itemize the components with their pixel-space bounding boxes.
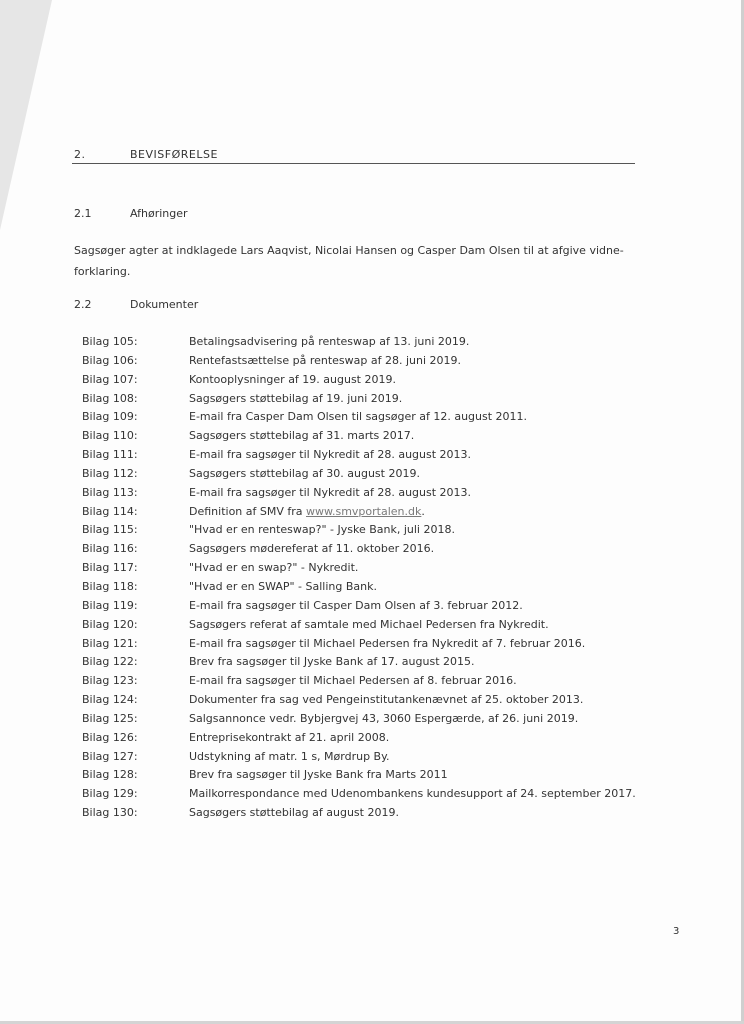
exhibit-label: Bilag 116: xyxy=(82,542,138,556)
exhibit-row xyxy=(82,523,662,542)
exhibit-description: Mailkorrespondance med Udenombankens kundesupport af 24. september 2017. xyxy=(189,787,636,801)
exhibit-description: E-mail fra sagsøger til Michael Pedersen fra Nykredit af 7. februar 2016. xyxy=(189,636,586,650)
exhibit-row xyxy=(82,335,662,354)
exhibit-label: Bilag 114: xyxy=(82,504,138,518)
exhibit-description: Sagsøgers referat af samtale med Michael Pedersen fra Nykredit. xyxy=(189,617,549,631)
exhibit-label: Bilag 111: xyxy=(82,448,138,462)
exhibit-row xyxy=(82,787,662,806)
exhibit-row xyxy=(82,637,662,656)
page-number: 3 xyxy=(673,926,680,937)
exhibit-row xyxy=(82,354,662,373)
exhibit-description: Dokumenter fra sag ved Pengeinstitutankenævnet af 25. oktober 2013. xyxy=(189,693,584,707)
exhibit-row xyxy=(82,750,662,769)
exhibit-label: Bilag 122: xyxy=(82,655,138,669)
exhibit-label: Bilag 117: xyxy=(82,561,138,575)
subsection-number: 2.2 xyxy=(74,298,92,311)
exhibit-row xyxy=(82,542,662,561)
exhibit-row xyxy=(82,467,662,486)
exhibit-label: Bilag 109: xyxy=(82,410,138,424)
exhibit-row xyxy=(82,392,662,411)
exhibit-label: Bilag 124: xyxy=(82,693,138,707)
exhibit-description: Sagsøgers støttebilag af 31. marts 2017. xyxy=(189,429,415,443)
exhibit-description: E-mail fra sagsøger til Michael Pedersen af 8. februar 2016. xyxy=(189,674,517,688)
heading-rule xyxy=(72,163,635,164)
exhibit-row xyxy=(82,618,662,637)
exhibit-row xyxy=(82,580,662,599)
witness-paragraph: Sagsøger agter at indklagede Lars Aaqvist, Nicolai Hansen og Casper Dam Olsen til at afgive vidne-forklaring. xyxy=(74,244,624,278)
exhibit-label: Bilag 113: xyxy=(82,485,138,499)
exhibit-row xyxy=(82,731,662,750)
section-heading xyxy=(74,148,218,161)
exhibit-description: Sagsøgers mødereferat af 11. oktober 2016. xyxy=(189,542,435,556)
exhibit-link[interactable]: www.smvportalen.dk xyxy=(306,504,422,518)
exhibit-description: Sagsøgers støttebilag af 19. juni 2019. xyxy=(189,391,403,405)
exhibit-label: Bilag 110: xyxy=(82,429,138,443)
exhibit-description: Kontooplysninger af 19. august 2019. xyxy=(189,372,396,386)
exhibit-label: Bilag 127: xyxy=(82,749,138,763)
exhibit-description: E-mail fra Casper Dam Olsen til sagsøger af 12. august 2011. xyxy=(189,410,528,424)
exhibit-label: Bilag 108: xyxy=(82,391,138,405)
exhibit-description: Salgsannonce vedr. Bybjergvej 43, 3060 Espergærde, af 26. juni 2019. xyxy=(189,711,579,725)
exhibit-label: Bilag 120: xyxy=(82,617,138,631)
exhibit-description: Sagsøgers støttebilag af 30. august 2019. xyxy=(189,466,420,480)
exhibit-row xyxy=(82,599,662,618)
exhibit-row xyxy=(82,448,662,467)
exhibit-description: Brev fra sagsøger til Jyske Bank af 17. august 2015. xyxy=(189,655,475,669)
exhibit-description: "Hvad er en renteswap?" - Jyske Bank, juli 2018. xyxy=(189,523,455,537)
exhibit-description: Definition af SMV fra xyxy=(189,504,306,518)
exhibit-description-end: . xyxy=(421,504,425,518)
exhibit-label: Bilag 125: xyxy=(82,711,138,725)
exhibit-label: Bilag 106: xyxy=(82,353,138,367)
exhibit-list xyxy=(82,335,662,825)
exhibit-description: "Hvad er en SWAP" - Salling Bank. xyxy=(189,579,377,593)
exhibit-description: "Hvad er en swap?" - Nykredit. xyxy=(189,561,359,575)
exhibit-description: E-mail fra sagsøger til Casper Dam Olsen af 3. februar 2012. xyxy=(189,598,523,612)
exhibit-description: Brev fra sagsøger til Jyske Bank fra Marts 2011 xyxy=(189,768,448,782)
exhibit-label: Bilag 130: xyxy=(82,806,138,820)
subsection-number: 2.1 xyxy=(74,207,92,220)
exhibit-row xyxy=(82,768,662,787)
subsection-heading-documents xyxy=(74,298,198,311)
exhibit-row xyxy=(82,712,662,731)
exhibit-row xyxy=(82,373,662,392)
exhibit-row xyxy=(82,693,662,712)
exhibit-description: E-mail fra sagsøger til Nykredit af 28. august 2013. xyxy=(189,448,472,462)
exhibit-description: Udstykning af matr. 1 s, Mørdrup By. xyxy=(189,749,390,763)
exhibit-label: Bilag 112: xyxy=(82,466,138,480)
subsection-heading-witnesses xyxy=(74,207,188,220)
subsection-title: Dokumenter xyxy=(130,298,199,311)
exhibit-label: Bilag 128: xyxy=(82,768,138,782)
exhibit-label: Bilag 121: xyxy=(82,636,138,650)
exhibit-label: Bilag 107: xyxy=(82,372,138,386)
exhibit-label: Bilag 129: xyxy=(82,787,138,801)
exhibit-label: Bilag 105: xyxy=(82,335,138,348)
exhibit-description: Entreprisekontrakt af 21. april 2008. xyxy=(189,730,390,744)
exhibit-row xyxy=(82,655,662,674)
exhibit-description: Betalingsadvisering på renteswap af 13. juni 2019. xyxy=(189,335,470,348)
exhibit-description: Sagsøgers støttebilag af august 2019. xyxy=(189,806,399,820)
exhibit-row xyxy=(82,674,662,693)
exhibit-row xyxy=(82,486,662,505)
section-title: BEVISFØRELSE xyxy=(130,148,218,161)
section-number: 2. xyxy=(74,148,86,161)
exhibit-row xyxy=(82,505,662,524)
subsection-title: Afhøringer xyxy=(130,207,188,220)
exhibit-label: Bilag 118: xyxy=(82,579,138,593)
exhibit-row xyxy=(82,410,662,429)
exhibit-label: Bilag 126: xyxy=(82,730,138,744)
exhibit-description: E-mail fra sagsøger til Nykredit af 28. august 2013. xyxy=(189,485,472,499)
exhibit-label: Bilag 123: xyxy=(82,674,138,688)
exhibit-description: Rentefastsættelse på renteswap af 28. juni 2019. xyxy=(189,353,462,367)
exhibit-row xyxy=(82,561,662,580)
exhibit-row xyxy=(82,429,662,448)
scan-folded-corner xyxy=(0,0,52,230)
exhibit-label: Bilag 115: xyxy=(82,523,138,537)
exhibit-label: Bilag 119: xyxy=(82,598,138,612)
exhibit-row xyxy=(82,806,662,825)
